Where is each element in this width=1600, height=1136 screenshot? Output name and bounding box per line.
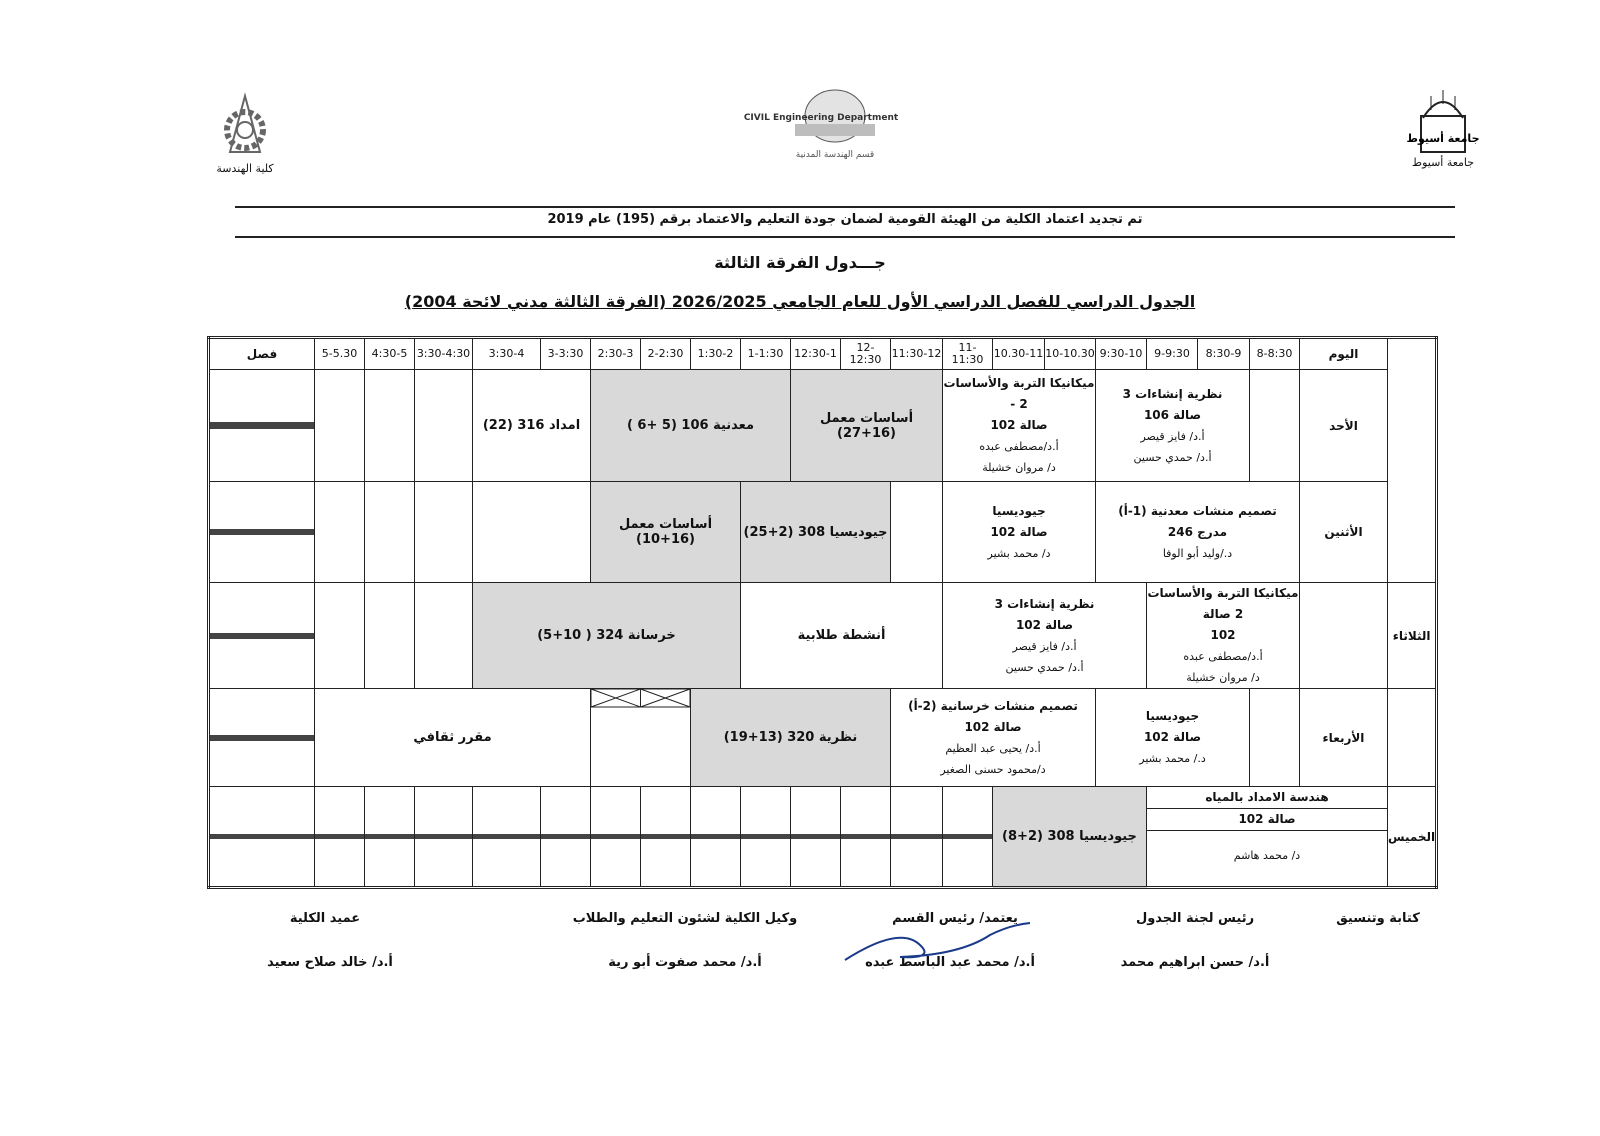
grid-cell bbox=[691, 787, 741, 888]
time-slot: 5-5.30 bbox=[315, 338, 365, 370]
day-sunday: الأحد bbox=[1300, 370, 1388, 482]
section-lines bbox=[209, 370, 315, 482]
time-slot: 2-2:30 bbox=[641, 338, 691, 370]
signature-name-head: أ.د/ محمد عبد الباسط عبده bbox=[865, 955, 1035, 970]
empty-cell bbox=[365, 482, 415, 583]
empty-cell bbox=[1250, 370, 1300, 482]
time-slot: 3-3:30 bbox=[541, 338, 591, 370]
row-sunday bbox=[209, 370, 1437, 482]
empty-cell bbox=[315, 583, 365, 689]
page-subtitle: الجدول الدراسي للفصل الدراسي الأول للعام الجامعي 2026/2025 (الفرقة الثالثة مدني لائحة 2004) bbox=[404, 292, 1196, 311]
time-slot: 3:30-4:30 bbox=[415, 338, 473, 370]
handwritten-signature-icon bbox=[840, 915, 1040, 965]
grid-cell bbox=[891, 787, 943, 888]
time-slot: 11-11:30 bbox=[943, 338, 993, 370]
crossed-cell bbox=[591, 689, 691, 787]
department-emblem-icon bbox=[743, 86, 899, 146]
empty-cell bbox=[315, 370, 365, 482]
empty-cell bbox=[315, 482, 365, 583]
class-monday-surveying-lab: جيوديسيا 308 (2+25) bbox=[741, 482, 891, 583]
time-slot: 10-10.30 bbox=[1045, 338, 1096, 370]
class-thursday-surveying-lab: جيوديسيا 308 (2+8) bbox=[993, 787, 1147, 888]
empty-cell bbox=[1300, 583, 1388, 689]
section-lines bbox=[209, 787, 315, 888]
class-tuesday-structures: نظرية إنشاءات 3 صالة 102 أ.د/ فايز قيصر أ.د/ حمدي حسين bbox=[943, 583, 1147, 689]
faculty-gear-icon bbox=[210, 92, 280, 162]
signature-name-vice-dean: أ.د/ محمد صفوت أبو رية bbox=[608, 955, 762, 970]
class-sunday-soil-mechanics: ميكانيكا التربة والأساسات 2 - صالة 102 أ.د/مصطفى عبده د/ مروان خشيلة bbox=[943, 370, 1096, 482]
timetable bbox=[207, 336, 1438, 889]
grid-cell bbox=[943, 787, 993, 888]
row-monday bbox=[209, 482, 1437, 583]
department-caption: قسم الهندسة المدنية bbox=[795, 150, 875, 160]
class-wednesday-surveying: جيوديسيا صالة 102 د./ محمد بشير bbox=[1096, 689, 1250, 787]
grid-cell bbox=[415, 787, 473, 888]
time-slot: 11:30-12 bbox=[891, 338, 943, 370]
class-tuesday-soil-mechanics: ميكانيكا التربة والأساسات 2 صالة 102 أ.د/مصطفى عبده د/ مروان خشيلة bbox=[1147, 583, 1300, 689]
class-sunday-foundations-lab: أساسات معمل (16+27) bbox=[791, 370, 943, 482]
class-wednesday-theory: نظرية 320 (13+19) bbox=[691, 689, 891, 787]
grid-cell bbox=[541, 787, 591, 888]
time-slot: 1-1:30 bbox=[741, 338, 791, 370]
empty-cell bbox=[891, 482, 943, 583]
class-thursday-water-supply: هندسة الامداد بالمياه صالة 102 د/ محمد هاشم bbox=[1147, 787, 1388, 888]
time-slot: 12:30-1 bbox=[791, 338, 841, 370]
class-wednesday-cultural: مقرر ثقافي bbox=[315, 689, 591, 787]
university-emblem-text: جامعة أسيوط bbox=[1406, 132, 1480, 145]
row-thursday bbox=[209, 787, 1437, 888]
grid-cell bbox=[315, 787, 365, 888]
empty-cell bbox=[473, 482, 591, 583]
crossed-out-icon bbox=[591, 689, 690, 707]
section-lines bbox=[209, 482, 315, 583]
day-thursday: الخميس bbox=[1388, 787, 1437, 888]
signature-role-coordination: كتابة وتنسيق bbox=[1336, 911, 1420, 926]
university-caption: جامعة أسيوط bbox=[1411, 156, 1475, 169]
class-monday-foundations-lab: أساسات معمل (16+10) bbox=[591, 482, 741, 583]
time-slot: 8-8:30 bbox=[1250, 338, 1300, 370]
time-slot: 9-9:30 bbox=[1147, 338, 1198, 370]
row-wednesday bbox=[209, 689, 1437, 787]
faculty-logo bbox=[200, 92, 290, 175]
empty-cell bbox=[365, 370, 415, 482]
class-monday-steel-design: تصميم منشات معدنية (1-أ) مدرج 246 د./وليد أبو الوفا bbox=[1096, 482, 1300, 583]
department-logo bbox=[743, 86, 899, 160]
time-slot: 9:30-10 bbox=[1096, 338, 1147, 370]
grid-cell bbox=[473, 787, 541, 888]
time-slot: 12-12:30 bbox=[841, 338, 891, 370]
empty-cell bbox=[1250, 689, 1300, 787]
grid-cell bbox=[591, 787, 641, 888]
day-wednesday: الأربعاء bbox=[1300, 689, 1388, 787]
section-header: فصل bbox=[209, 338, 315, 370]
class-wednesday-concrete-design: تصميم منشات خرسانية (2-أ) صالة 102 أ.د/ يحيى عبد العظيم د/محمود حسنى الصغير bbox=[891, 689, 1096, 787]
time-slot: 8:30-9 bbox=[1198, 338, 1250, 370]
university-emblem-icon bbox=[1406, 86, 1480, 156]
department-emblem-text: CIVIL Engineering Department bbox=[743, 113, 899, 123]
signature-role-head: يعتمد/ رئيس القسم bbox=[892, 911, 1018, 926]
signature-role-vice-dean: وكيل الكلية لشئون التعليم والطلاب bbox=[572, 911, 798, 926]
class-monday-surveying: جيوديسيا صالة 102 د/ محمد بشير bbox=[943, 482, 1096, 583]
time-slot: 1:30-2 bbox=[691, 338, 741, 370]
empty-cell bbox=[415, 583, 473, 689]
section-lines bbox=[209, 583, 315, 689]
day-tuesday: الثلاثاء bbox=[1388, 583, 1437, 689]
day-monday: الأثنين bbox=[1300, 482, 1388, 583]
accreditation-note: تم تجديد اعتماد الكلية من الهيئة القومية لضمان جودة التعليم والاعتماد برقم (195) عام 2019 bbox=[547, 212, 1143, 227]
header-rule-top bbox=[235, 206, 1455, 208]
header-rule-bottom bbox=[235, 236, 1455, 238]
empty-cell bbox=[365, 583, 415, 689]
signature-name-committee: أ.د/ حسن ابراهيم محمد bbox=[1120, 955, 1270, 970]
empty-cell bbox=[415, 370, 473, 482]
signature-role-dean: عميد الكلية bbox=[289, 911, 361, 926]
signature-name-dean: أ.د/ خالد صلاح سعيد bbox=[267, 955, 393, 970]
grid-cell bbox=[365, 787, 415, 888]
class-sunday-steel: معدنية 106 (5 +6 ) bbox=[591, 370, 791, 482]
day-header: اليوم bbox=[1300, 338, 1388, 370]
time-slot: 4:30-5 bbox=[365, 338, 415, 370]
grid-cell bbox=[791, 787, 841, 888]
class-sunday-structures: نظرية إنشاءات 3 صالة 106 أ.د/ فايز قيصر أ.د/ حمدي حسين bbox=[1096, 370, 1250, 482]
section-lines bbox=[209, 689, 315, 787]
empty-cell bbox=[415, 482, 473, 583]
time-slot: 3:30-4 bbox=[473, 338, 541, 370]
class-tuesday-activities: أنشطة طلابية bbox=[741, 583, 943, 689]
signature-role-committee: رئيس لجنة الجدول bbox=[1135, 911, 1255, 926]
grid-cell bbox=[841, 787, 891, 888]
class-sunday-supply: امداد 316 (22) bbox=[473, 370, 591, 482]
grid-cell bbox=[641, 787, 691, 888]
header-row bbox=[209, 338, 1437, 370]
grid-cell bbox=[741, 787, 791, 888]
faculty-caption: كلية الهندسة bbox=[216, 162, 274, 175]
row-tuesday bbox=[209, 583, 1437, 689]
page-title: جـــدول الفرقة الثالثة bbox=[714, 253, 886, 272]
class-tuesday-concrete: خرسانة 324 ( 10+5) bbox=[473, 583, 741, 689]
time-slot: 10.30-11 bbox=[993, 338, 1045, 370]
university-logo bbox=[1398, 86, 1488, 169]
time-slot: 2:30-3 bbox=[591, 338, 641, 370]
